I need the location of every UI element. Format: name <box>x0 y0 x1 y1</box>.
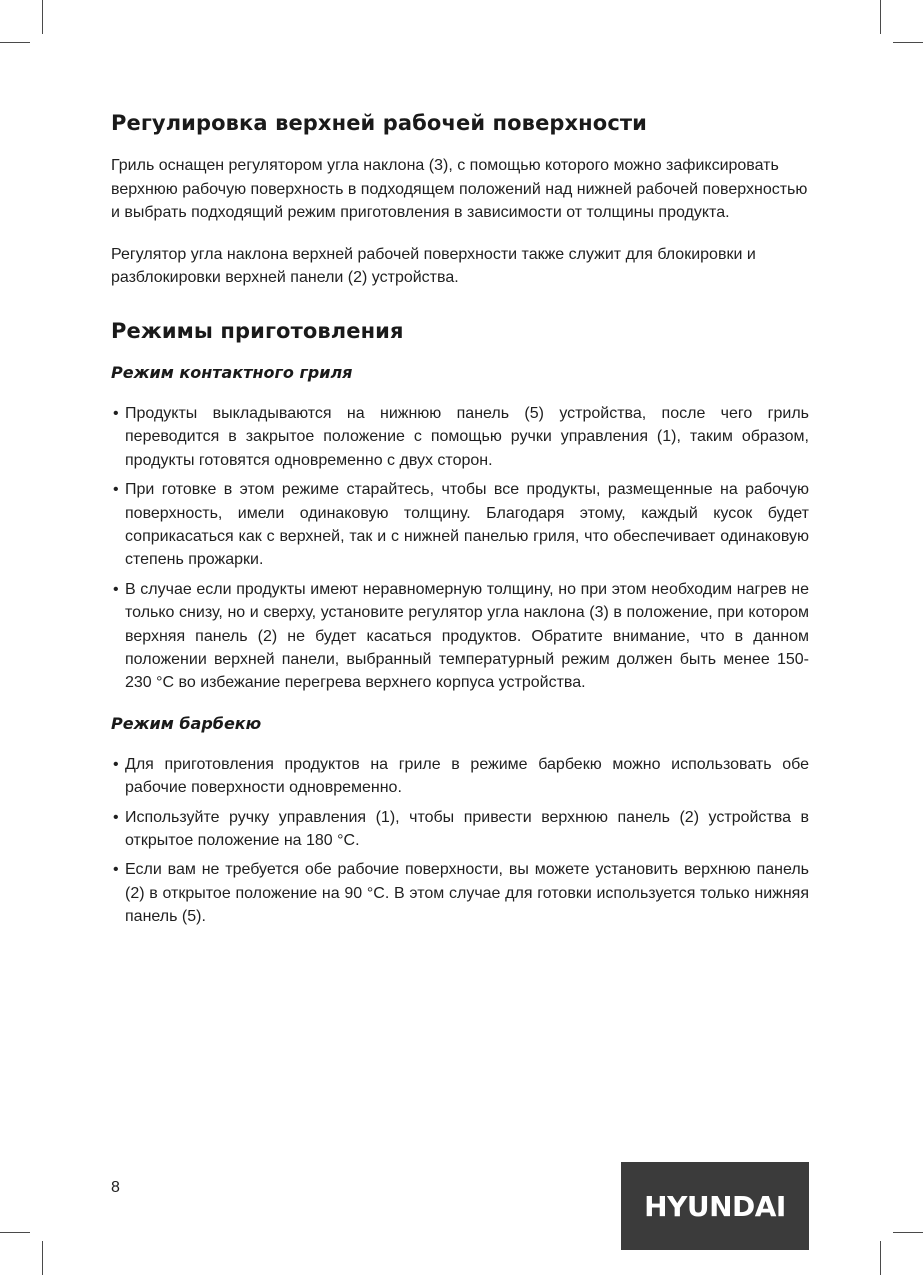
bullet-icon: • <box>113 404 119 422</box>
bullet-icon: • <box>113 861 119 879</box>
page-content <box>111 108 809 935</box>
crop-mark-bottom-right-vertical <box>880 1241 881 1275</box>
section-title-adjustment: Регулировка верхней рабочей поверхности <box>111 111 647 135</box>
crop-mark-bottom-right-horizontal <box>893 1232 923 1233</box>
contact-grill-list <box>111 402 809 695</box>
bullet-icon: • <box>113 808 119 826</box>
crop-mark-bottom-left-horizontal <box>0 1232 30 1233</box>
list-item <box>111 858 809 928</box>
list-item <box>111 578 809 695</box>
list-item <box>111 806 809 853</box>
list-item-text: Продукты выкладываются на нижнюю панель (5) устройства, после чего гриль переводится в закрытое положение с помощью ручки управления (1), таким образом, продукты готовятся одновременно с двух сторон. <box>125 404 809 469</box>
bullet-icon: • <box>113 755 119 773</box>
list-item <box>111 402 809 472</box>
crop-mark-top-left-horizontal <box>0 42 30 43</box>
crop-mark-top-right-horizontal <box>893 42 923 43</box>
crop-mark-top-right-vertical <box>880 0 881 34</box>
barbecue-list <box>111 753 809 929</box>
crop-mark-bottom-left-vertical <box>42 1241 43 1275</box>
paragraph-adjustment-2: Регулятор угла наклона верхней рабочей поверхности также служит для блокировки и разблокировки верхней панели (2) устройства. <box>111 245 756 287</box>
list-item <box>111 753 809 800</box>
page-number: 8 <box>111 1179 120 1196</box>
brand-logo <box>621 1162 809 1250</box>
paragraph-adjustment-1: Гриль оснащен регулятором угла наклона (3), с помощью которого можно зафиксировать верхнюю рабочую поверхность в подходящем положений над нижней рабочей поверхностью и выбрать подходящий режим приготовления в зависимости от толщины продукта. <box>111 157 808 222</box>
crop-mark-top-left-vertical <box>42 0 43 34</box>
list-item-text: Если вам не требуется обе рабочие поверхности, вы можете установить верхнюю панель (2) в открытое положение на 90 °С. В этом случае для готовки используется только нижняя панель (5). <box>125 861 809 926</box>
list-item-text: При готовке в этом режиме старайтесь, чтобы все продукты, размещенные на рабочую поверхность, имели одинаковую толщину. Благодаря этому, каждый кусок будет соприкасаться как с верхней, так и с нижней панелью гриля, что обеспечивает одинаковую степень прожарки. <box>125 481 809 569</box>
subsection-title-barbecue: Режим барбекю <box>111 713 262 733</box>
section-title-cooking-modes: Режимы приготовления <box>111 318 404 343</box>
brand-logo-text: HYUNDAI <box>644 1189 786 1223</box>
list-item <box>111 478 809 572</box>
subsection-title-contact-grill: Режим контактного гриля <box>111 362 353 382</box>
bullet-icon: • <box>113 481 119 499</box>
bullet-icon: • <box>113 580 119 598</box>
list-item-text: Используйте ручку управления (1), чтобы привести верхнюю панель (2) устройства в открытое положение на 180 °С. <box>125 808 809 850</box>
list-item-text: Для приготовления продуктов на гриле в режиме барбекю можно использовать обе рабочие поверхности одновременно. <box>125 755 809 797</box>
list-item-text: В случае если продукты имеют неравномерную толщину, но при этом необходим нагрев не только снизу, но и сверху, установите регулятор угла наклона (3) в положение, при котором верхняя панель (2) не будет касаться продуктов. Обратите внимание, что в данном положении верхней панели, выбранный температурный режим должен быть менее 150-230 °С во избежание перегрева верхнего корпуса устройства. <box>125 580 809 692</box>
